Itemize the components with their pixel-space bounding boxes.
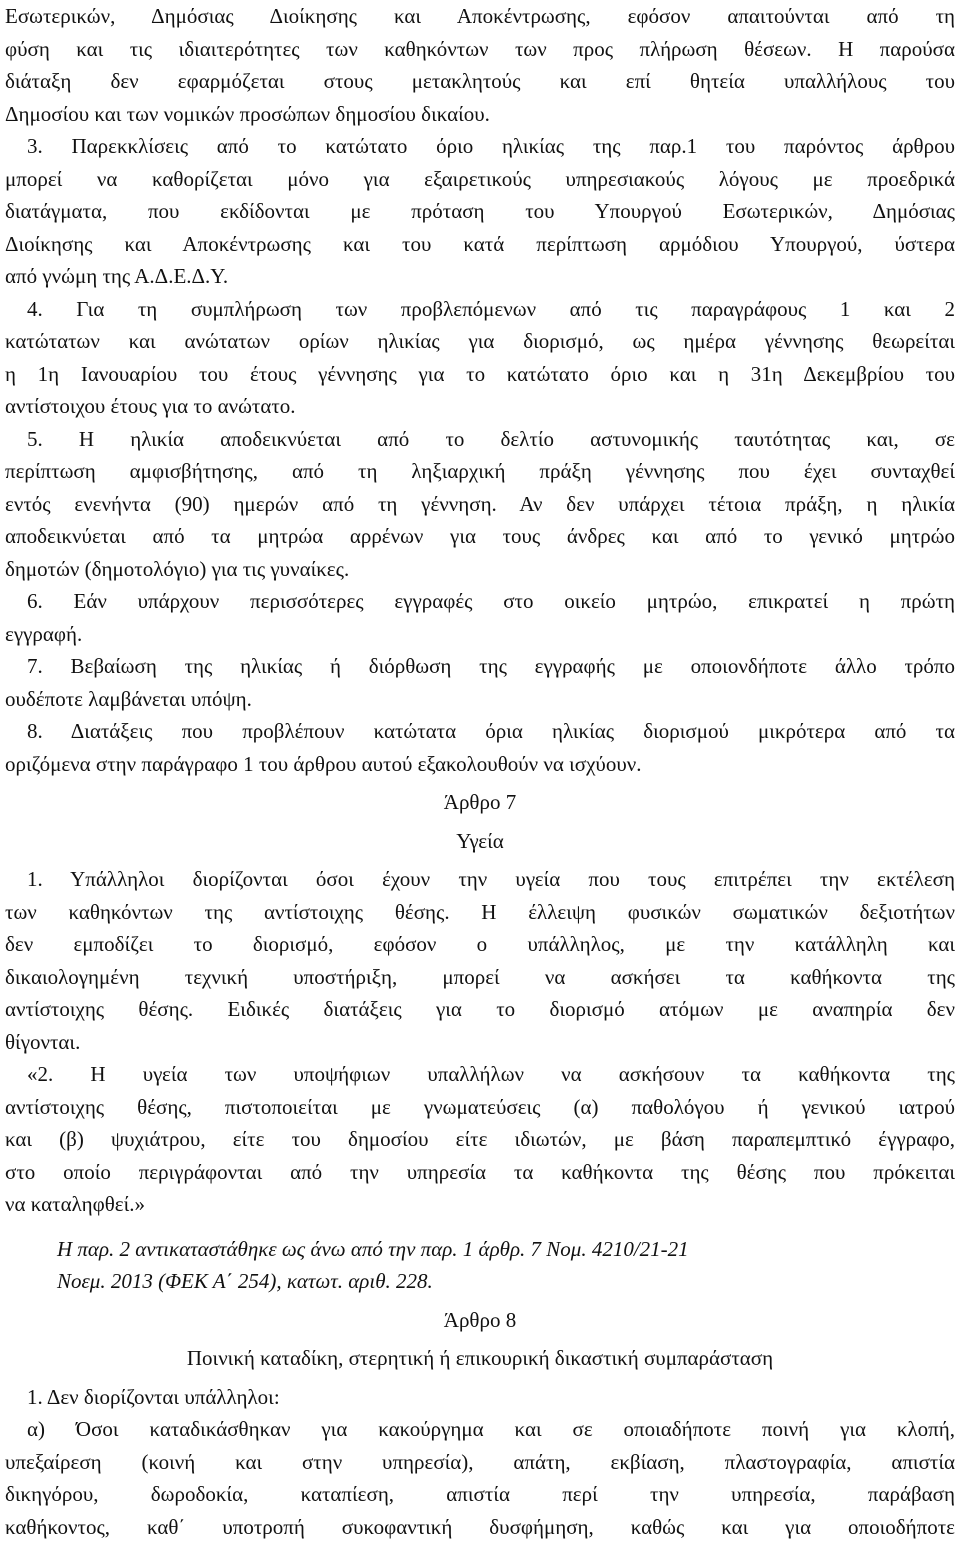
text-line: Δημοσίου και των νομικών προσώπων δημοσίου δικαίου. bbox=[5, 101, 490, 126]
text-line: δεν εμποδίζει το διορισμό, εφόσον ο υπάλληλος, με την κατάλληλη και bbox=[5, 932, 955, 956]
text-line: των καθηκόντων της αντίστοιχης θέσης. Η έλλειψη φυσικών σωματικών δεξιοτήτων bbox=[5, 899, 955, 924]
text-line: θίγονται. bbox=[5, 1029, 81, 1054]
text-line: η 1η Ιανουαρίου του έτους γέννησης για το κατώτατο όριο και η 31η Δεκεμβρίου του bbox=[5, 361, 955, 386]
article7-body bbox=[5, 863, 955, 1221]
text-line: 1. Δεν διορίζονται υπάλληλοι: bbox=[27, 1384, 280, 1409]
text-line: ουδέποτε λαμβάνεται υπόψη. bbox=[5, 686, 252, 711]
text-line: εγγραφή. bbox=[5, 621, 83, 646]
amendment-note-line1: Η παρ. 2 αντικαταστάθηκε ως άνω από την παρ. 1 άρθρ. 7 Νομ. 4210/21-21 bbox=[57, 1236, 689, 1261]
text-line: α) Όσοι καταδικάσθηκαν για κακούργημα και σε οποιαδήποτε ποινή για κλοπή, bbox=[27, 1417, 955, 1441]
document-page bbox=[5, 0, 955, 1543]
text-line: κατώτατων και ανώτατων ορίων ηλικίας για διορισμό, ως ημέρα γέννησης θεωρείται bbox=[5, 329, 955, 353]
text-line: αποδεικνύεται από τα μητρώα αρρένων για τους άνδρες και από το γενικό μητρώο bbox=[5, 524, 955, 548]
article7-title: Υγεία bbox=[456, 828, 504, 853]
text-line: 5. Η ηλικία αποδεικνύεται από το δελτίο αστυνομικής ταυτότητας και, σε bbox=[27, 426, 955, 451]
text-line: 4. Για τη συμπλήρωση των προβλεπόμενων από τις παραγράφους 1 και 2 bbox=[27, 296, 955, 321]
text-line: αντίστοιχης θέσης, πιστοποιείται με γνωματεύσεις (α) παθολόγου ή γενικού ιατρού bbox=[5, 1094, 955, 1119]
text-line: Εσωτερικών, Δημόσιας Διοίκησης και Αποκέντρωσης, εφόσον απαιτούνται από τη bbox=[5, 4, 955, 28]
text-line: και (β) ψυχιάτρου, είτε του δημοσίου είτε ιδιωτών, με βάση παραπεμπτικό έγγραφο, bbox=[5, 1127, 955, 1151]
text-line: 6. Εάν υπάρχουν περισσότερες εγγραφές στο οικείο μητρώο, επικρατεί η πρώτη bbox=[27, 589, 955, 613]
text-line: αντίστοιχης θέσης. Ειδικές διατάξεις για το διορισμό ατόμων με αναπηρία δεν bbox=[5, 997, 955, 1021]
text-line: δικηγόρου, δωροδοκία, καταπίεση, απιστία περί την υπηρεσία, παράβαση bbox=[5, 1482, 955, 1506]
text-line: διάταξη δεν εφαρμόζεται στους μετακλητούς και επί θητεία υπαλλήλους του bbox=[5, 69, 955, 93]
text-line: να καταληφθεί.» bbox=[5, 1192, 145, 1216]
text-line: 8. Διατάξεις που προβλέπουν κατώτατα όρια ηλικίας διορισμού μικρότερα από τα bbox=[27, 719, 955, 743]
article7-heading: Άρθρο 7 bbox=[443, 790, 517, 814]
text-line: μπορεί να καθορίζεται μόνο για εξαιρετικούς υπηρεσιακούς λόγους με προεδρικά bbox=[5, 166, 955, 191]
text-line: υπεξαίρεση (κοινή και στην υπηρεσία), απάτη, εκβίαση, πλαστογραφία, απιστία bbox=[5, 1449, 955, 1474]
text-line: οριζόμενα στην παράγραφο 1 του άρθρου αυτού εξακολουθούν να ισχύουν. bbox=[5, 751, 642, 776]
text-line: «2. Η υγεία των υποψήφιων υπαλλήλων να ασκήσουν τα καθήκοντα της bbox=[27, 1062, 955, 1086]
amendment-note-line2: Νοεμ. 2013 (ΦΕΚ Α΄ 254), κατωτ. αριθ. 228. bbox=[57, 1269, 433, 1293]
text-line: 1. Υπάλληλοι διορίζονται όσοι έχουν την υγεία που τους επιτρέπει την εκτέλεση bbox=[27, 867, 955, 891]
text-line: από γνώμη της Α.Δ.Ε.Δ.Υ. bbox=[5, 264, 229, 288]
article8-heading: Άρθρο 8 bbox=[443, 1307, 517, 1332]
text-line: εντός ενενήντα (90) ημερών από τη γέννηση. Αν δεν υπάρχει τέτοια πράξη, η ηλικία bbox=[5, 491, 955, 516]
article8-title: Ποινική καταδίκη, στερητική ή επικουρική δικαστική συμπαράσταση bbox=[186, 1346, 774, 1370]
text-line: δημοτών (δημοτολόγιο) για τις γυναίκες. bbox=[5, 556, 350, 581]
text-line: καθήκοντος, καθ΄ υποτροπή συκοφαντική δυσφήμηση, καθώς και για οποιοδήποτε bbox=[5, 1514, 955, 1539]
article8-body bbox=[5, 1381, 955, 1544]
text-line: διατάγματα, που εκδίδονται με πρόταση του Υπουργού Εσωτερικών, Δημόσιας bbox=[5, 199, 955, 223]
text-line: Διοίκησης και Αποκέντρωσης και του κατά περίπτωση αρμόδιου Υπουργού, ύστερα bbox=[5, 231, 955, 256]
text-line: αντίστοιχου έτους για το ανώτατο. bbox=[5, 394, 296, 418]
text-line: 7. Βεβαίωση της ηλικίας ή διόρθωση της εγγραφής με οποιονδήποτε άλλο τρόπο bbox=[27, 654, 955, 678]
text-line: στο οποίο περιγράφονται από την υπηρεσία τα καθήκοντα της θέσης που πρόκειται bbox=[5, 1159, 955, 1184]
text-line: δικαιολογημένη τεχνική υποστήριξη, μπορεί να ασκήσει τα καθήκοντα της bbox=[5, 964, 955, 989]
text-line: φύση και τις ιδιαιτερότητες των καθηκόντων των προς πλήρωση θέσεων. Η παρούσα bbox=[5, 36, 955, 61]
text-line: 3. Παρεκκλίσεις από το κατώτατο όριο ηλικίας της παρ.1 του παρόντος άρθρου bbox=[27, 134, 955, 158]
article6-continuation bbox=[5, 0, 955, 780]
text-line: περίπτωση αμφισβήτησης, από τη ληξιαρχική πράξη γέννησης που έχει συνταχθεί bbox=[5, 459, 955, 483]
